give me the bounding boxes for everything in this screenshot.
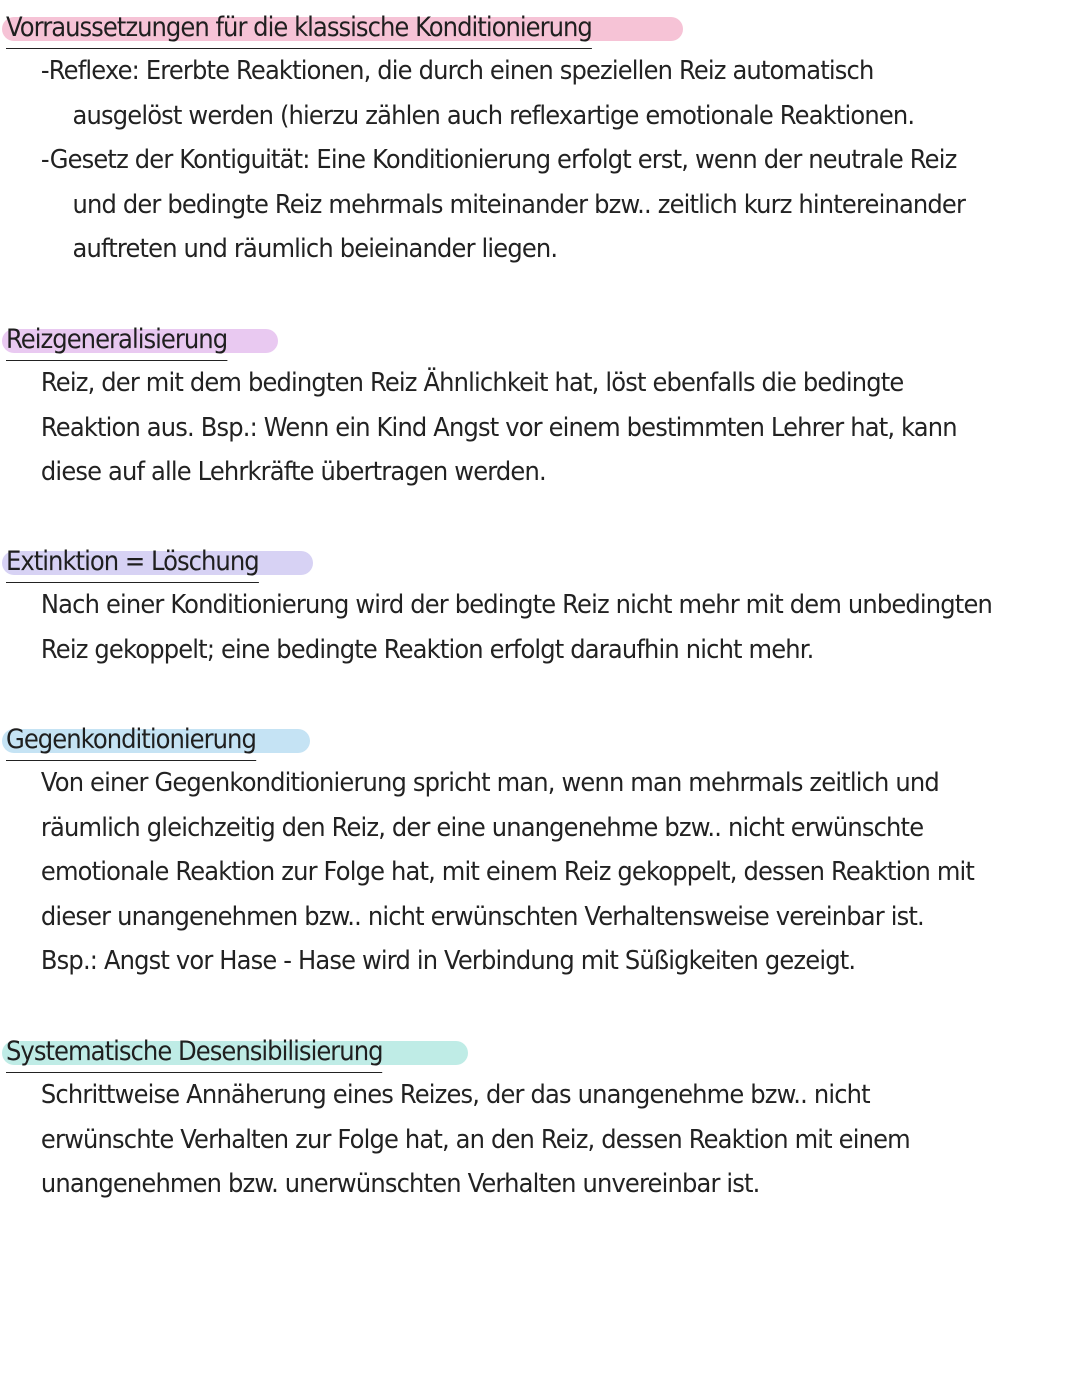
text-line: dieser unangenehmen bzw.. nicht erwünschten Verhaltensweise vereinbar ist.: [40, 901, 924, 932]
heading-wrap: [6, 8, 657, 49]
text-line: räumlich gleichzeitig den Reiz, der eine unangenehme bzw.. nicht erwünschte: [40, 812, 924, 843]
heading-wrap: [6, 1032, 424, 1073]
section-reizgeneralisierung: [0, 320, 1060, 495]
section-extinktion: [0, 542, 1060, 672]
text-line: erwünschte Verhalten zur Folge hat, an den Reiz, dessen Reaktion mit einem: [40, 1124, 910, 1155]
text-line: Reiz gekoppelt; eine bedingte Reaktion erfolgt daraufhin nicht mehr.: [40, 634, 814, 665]
section-body: [0, 361, 986, 495]
text-line: Von einer Gegenkonditionierung spricht man, wenn man mehrmals zeitlich und: [40, 768, 939, 798]
heading-wrap: [6, 320, 252, 361]
section-heading: Reizgeneralisierung: [6, 320, 227, 361]
text-line: -Gesetz der Kontiguität: Eine Konditionierung erfolgt erst, wenn der neutrale Reiz: [40, 145, 957, 175]
text-line: auftreten und räumlich beieinander liegen.: [72, 234, 558, 264]
section-desensibilisierung: [0, 1032, 1060, 1207]
text-line: und der bedingte Reiz mehrmals miteinander bzw.. zeitlich kurz hintereinander: [72, 189, 966, 220]
text-line: Schrittweise Annäherung eines Reizes, der das unangenehme bzw.. nicht: [40, 1080, 870, 1110]
section-body: [0, 761, 986, 984]
section-heading: Gegenkonditionierung: [6, 720, 256, 761]
section-gegenkonditionierung: [0, 720, 1060, 984]
text-line: unangenehmen bzw. unerwünschten Verhalten unvereinbar ist.: [40, 1169, 760, 1199]
text-line: Nach einer Konditionierung wird der bedingte Reiz nicht mehr mit dem unbedingten: [40, 590, 992, 620]
section-heading: Systematische Desensibilisierung: [6, 1032, 383, 1073]
section-voraussetzungen: [0, 8, 1060, 272]
text-line: Bsp.: Angst vor Hase - Hase wird in Verbindung mit Süßigkeiten gezeigt.: [40, 946, 856, 976]
text-line: Reaktion aus. Bsp.: Wenn ein Kind Angst vor einem bestimmten Lehrer hat, kann: [40, 412, 957, 443]
section-body: [0, 583, 992, 672]
text-line: -Reflexe: Ererbte Reaktionen, die durch einen speziellen Reiz automatisch: [40, 56, 874, 86]
section-body: [0, 49, 986, 272]
text-line: emotionale Reaktion zur Folge hat, mit einem Reiz gekoppelt, dessen Reaktion mit: [40, 857, 975, 887]
text-line: ausgelöst werden (hierzu zählen auch reflexartige emotionale Reaktionen.: [72, 100, 915, 131]
section-heading: Extinktion = Löschung: [6, 542, 259, 583]
heading-wrap: [6, 542, 287, 583]
text-line: diese auf alle Lehrkräfte übertragen werden.: [40, 457, 546, 487]
section-body: [0, 1073, 986, 1207]
heading-wrap: [6, 720, 284, 761]
section-heading: Vorraussetzungen für die klassische Konditionierung: [6, 8, 592, 49]
text-line: Reiz, der mit dem bedingten Reiz Ähnlichkeit hat, löst ebenfalls die bedingte: [40, 368, 904, 398]
